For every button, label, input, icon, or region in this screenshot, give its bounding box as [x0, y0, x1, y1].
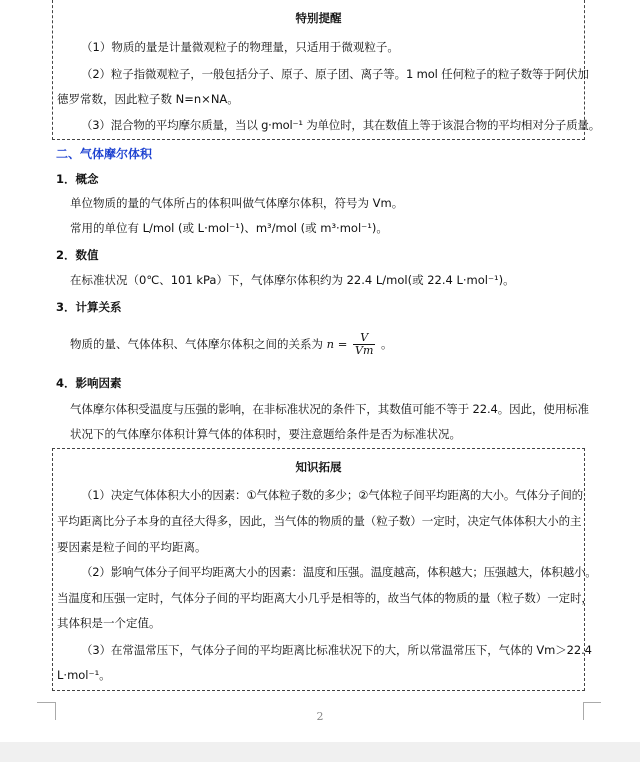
value-statement: 在标准状况（0℃、101 kPa）下，气体摩尔体积约为 22.4 L/mol(或 22.4 L·mol⁻¹)。 — [70, 273, 515, 287]
relation-text: 物质的量、气体体积、气体摩尔体积之间的关系为 — [70, 337, 323, 351]
concept-heading: 1．概念 — [56, 172, 99, 186]
factors-line-2: 状况下的气体摩尔体积计算气体的体积时，要注意题给条件是否为标准状况。 — [70, 427, 461, 441]
crop-mark-left-horizontal — [37, 702, 55, 703]
extension-point-3-line-2: L·mol⁻¹。 — [57, 668, 111, 682]
knowledge-extension-title: 知识拓展 — [295, 460, 342, 474]
crop-mark-right-horizontal — [583, 702, 601, 703]
page-bottom-margin — [0, 742, 640, 762]
relation-statement — [70, 328, 393, 360]
factors-line-1: 气体摩尔体积受温度与压强的影响，在非标准状况的条件下，其数值可能不等于 22.4。因此，使用标准 — [70, 402, 589, 416]
reminder-point-1: （1）物质的量是计量微观粒子的物理量，只适用于微观粒子。 — [81, 40, 399, 54]
factors-heading: 4．影响因素 — [56, 376, 122, 390]
extension-point-1-line-3: 要因素是粒子间的平均距离。 — [57, 540, 207, 554]
extension-point-3-line-1: （3）在常温常压下，气体分子间的平均距离比标准状况下的大，所以常温常压下，气体的 Vm＞22.4 — [81, 643, 592, 657]
formula-lhs: n = — [326, 337, 348, 351]
concept-units: 常用的单位有 L/mol (或 L·mol⁻¹)、m³/mol (或 m³·mol⁻¹)。 — [70, 221, 388, 235]
special-reminder-box — [52, 0, 600, 140]
knowledge-extension-box — [52, 448, 597, 691]
extension-point-2-line-3: 其体积是一个定值。 — [57, 616, 161, 630]
extension-point-1-line-1: （1）决定气体体积大小的因素：①气体粒子数的多少；②气体粒子间平均距离的大小。气体分子间的 — [81, 488, 583, 502]
formula-fraction — [353, 332, 375, 357]
formula-end: 。 — [381, 337, 393, 351]
extension-point-1-line-2: 平均距离比分子本身的直径大得多，因此，当气体的物质的量（粒子数）一定时，决定气体体积大小的主 — [57, 514, 582, 528]
page-number: 2 — [316, 710, 324, 723]
extension-point-2-line-1: （2）影响气体分子间平均距离大小的因素：温度和压强。温度越高，体积越大；压强越大，体积越小。 — [81, 565, 597, 579]
formula-numerator: V — [353, 332, 375, 345]
reminder-point-2-line-2: 德罗常数，因此粒子数 N=n×NA。 — [57, 92, 239, 106]
special-reminder-title: 特别提醒 — [295, 11, 342, 25]
reminder-point-3: （3）混合物的平均摩尔质量，当以 g·mol⁻¹ 为单位时，其在数值上等于该混合物的平均相对分子质量。 — [81, 118, 600, 132]
reminder-point-2-line-1: （2）粒子指微观粒子，一般包括分子、原子、原子团、离子等。1 mol 任何粒子的粒子数等于阿伏加 — [81, 67, 589, 81]
concept-definition: 单位物质的量的气体所占的体积叫做气体摩尔体积，符号为 Vm。 — [70, 196, 404, 210]
value-heading: 2．数值 — [56, 248, 99, 262]
relation-heading: 3．计算关系 — [56, 300, 122, 314]
section-heading-gas-molar-volume: 二、气体摩尔体积 — [56, 147, 153, 161]
extension-point-2-line-2: 当温度和压强一定时，气体分子间的平均距离大小几乎是相等的，故当气体的物质的量（粒子数）一定时， — [57, 591, 593, 605]
formula-denominator: Vm — [355, 344, 374, 357]
